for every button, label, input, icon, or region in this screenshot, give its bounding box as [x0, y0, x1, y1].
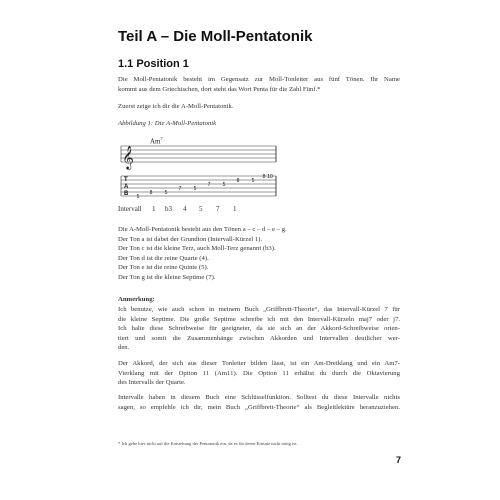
tab-fret-number: 5: [251, 178, 255, 184]
treble-clef-icon: 𝄞: [122, 147, 134, 169]
akkord-line: Der Akkord, der sich aus dieser Tonleiter bilden lässt, ist ein Am-Dreiklang und ein Am7-: [118, 360, 400, 367]
tab-fret-number: 7: [178, 186, 182, 192]
anmerkung-line: Ich halte diese Schreibweise für geeigneter, da sie sich an der Akkord-Schreibweise orien-: [118, 325, 400, 333]
interval-value: 1: [233, 205, 237, 213]
intro-line: Die Moll-Pentatonik besteht im Gegensatz zur Moll-Tonleiter aus fünf Tönen. Ihr Name: [118, 76, 400, 83]
chord-extension: 7: [160, 136, 163, 141]
interval-value: 7: [216, 205, 220, 213]
tab-fret-number: 5: [136, 194, 140, 200]
tab-fret-number: 8: [262, 174, 266, 180]
tab-letter-t: T: [124, 177, 128, 183]
tab-fret-number: 8: [149, 190, 153, 196]
interval-value: b3: [165, 205, 172, 213]
intro-paragraph: [118, 75, 400, 94]
anmerkung-line: die kleine Septime. Die große Septime schreibe ich mit den Intervall-Kürzeln maj7 oder j7.: [118, 315, 400, 323]
music-staff: [121, 146, 276, 162]
intervalle-paragraph: [118, 393, 400, 412]
tab-letter-a: A: [124, 184, 129, 190]
intervalle-line: sagen, so empfehle ich dir, mein Buch „Griffbrett-Theorie“ als Begleitlektüre heranzuziehen.: [118, 403, 400, 411]
anmerkung-paragraph: [118, 305, 400, 353]
figure-caption: Abbildung 1: Die A-Moll-Pentatonik: [118, 120, 217, 127]
notation-figure: [118, 140, 280, 208]
interval-label: Intervall: [118, 205, 142, 213]
tab-fret-number: 10: [267, 174, 273, 180]
notes-line: Die A-Moll-Pentatonik besteht aus den Tönen a – c – d – e – g.: [118, 226, 287, 233]
tab-fret-number: 8: [236, 178, 240, 184]
intro-line: kommt aus dem Griechischen, dort steht das Wort Penta für die Zahl Fünf.*: [118, 85, 321, 93]
tab-fret-number: 5: [222, 182, 226, 188]
tab-letter-b: B: [124, 191, 129, 197]
anmerkung-line: Ich benutze, wie auch schon in meinem Buch „Griffbrett-Theorie“, das Intervall-Kürzel 7 für: [118, 306, 400, 313]
interval-value: 1: [152, 205, 156, 213]
footnote: * Ich gehe hier nicht auf die Entstehung der Pentatonik ein, da es für deren Einsatz nicht nötig ist.: [118, 441, 298, 446]
akkord-line: des Intervalls der Quarte.: [118, 379, 186, 387]
notes-line: Der Ton g ist die kleine Septime (7).: [118, 273, 216, 281]
anmerkung-line: den.: [118, 344, 130, 352]
page-number: 7: [396, 455, 402, 465]
notes-line: Der Ton a ist dabei der Grundton (Intervall-Kürzel 1).: [118, 235, 263, 243]
intervalle-line: Intervalle haben in diesem Buch eine Schlüsselfunktion. Solltest du diese Intervalle nichts: [118, 394, 400, 401]
zuerst-paragraph: Zuerst zeige ich dir die A-Moll-Pentatonik.: [118, 103, 234, 110]
notes-line: Der Ton c ist die kleine Terz, auch Moll-Terz genannt (b3).: [118, 245, 276, 253]
tab-fret-number: 5: [164, 190, 168, 196]
interval-value: 5: [199, 205, 203, 213]
tab-fret-number: 7: [207, 182, 211, 188]
akkord-line: Vierklang mit der Option 11 (Am11). Die Option 11 erhältst du durch die Oktavierung: [118, 369, 400, 377]
interval-value: 4: [183, 205, 187, 213]
chord-name: Am: [150, 137, 161, 146]
notes-line: Der Ton d ist die reine Quarte (4).: [118, 254, 209, 262]
notes-paragraph: [118, 225, 400, 283]
section-heading: 1.1 Position 1: [118, 58, 189, 70]
notes-line: Der Ton e ist die reine Quinte (5).: [118, 264, 209, 272]
anmerkung-title: Anmerkung:: [118, 296, 155, 303]
page-heading: Teil A – Die Moll-Pentatonik: [118, 28, 313, 45]
anmerkung-line: tiert und somit die Zusammenhänge zwischen Akkorden und Intervallen deutlicher wer-: [118, 334, 400, 342]
tab-fret-number: 5: [193, 186, 197, 192]
akkord-paragraph: [118, 359, 400, 388]
